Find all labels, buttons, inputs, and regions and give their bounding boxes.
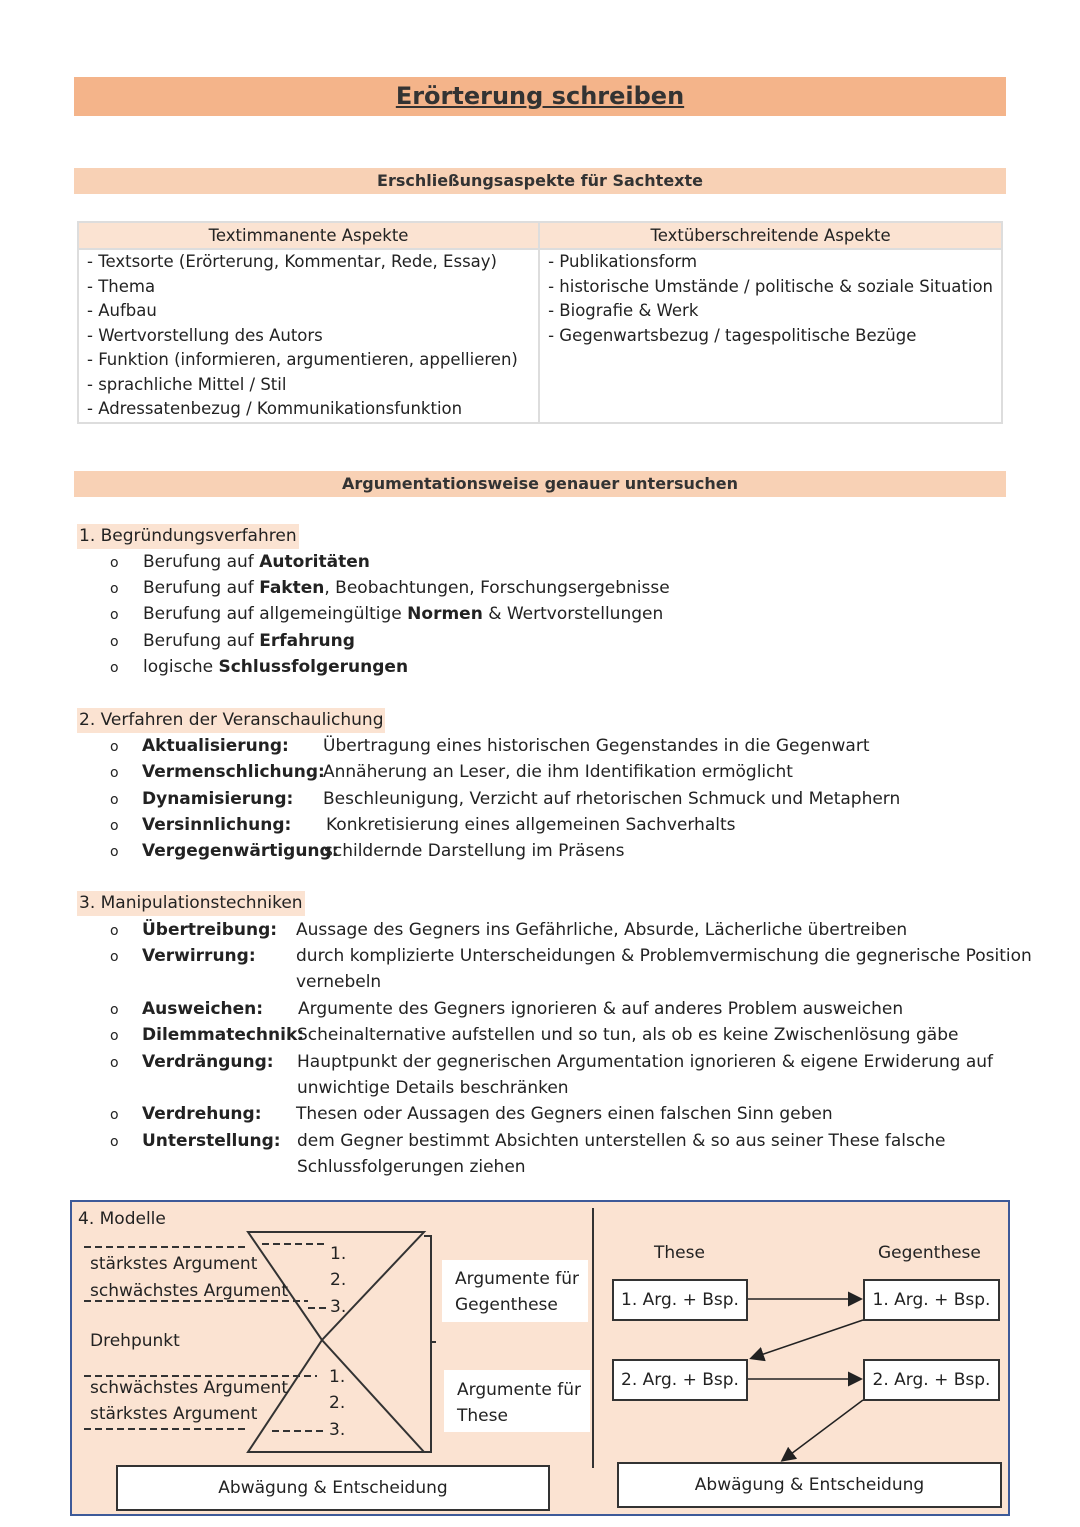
col-header-textimmanent: Textimmanente Aspekte: [78, 222, 539, 249]
list-item: [110, 1128, 143, 1155]
aspect-item: - sprachliche Mittel / Stil: [87, 374, 287, 394]
list-item: [110, 1049, 143, 1076]
page-title: Erörterung schreiben: [395, 82, 685, 110]
list-item: [110, 1101, 143, 1128]
bullet-icon: o: [110, 607, 119, 623]
subsection-title-veranschaulichung: 2. Verfahren der Veranschaulichung: [77, 708, 385, 733]
label-gegenthese: Gegenthese: [878, 1243, 981, 1263]
label-pivot: Drehpunkt: [90, 1331, 180, 1351]
list-item: [110, 733, 143, 760]
aspect-item: - Wertvorstellung des Autors: [87, 325, 323, 345]
label-strongest-top: stärkstes Argument: [90, 1254, 258, 1274]
list-item: o Berufung auf Autoritäten: [110, 549, 370, 576]
list-item: [110, 786, 143, 813]
bullet-icon: o: [110, 1134, 119, 1150]
section-heading-erschliessung: [74, 168, 1006, 194]
args-gegenthese-line1: Argumente für: [455, 1269, 579, 1289]
bullet-icon: o: [110, 1002, 119, 1018]
bullet-icon: o: [110, 739, 119, 755]
term-definition: Aussage des Gegners ins Gefährliche, Absurde, Lächerliche übertreiben: [296, 920, 908, 940]
args-these-line1: Argumente für: [457, 1380, 581, 1400]
aspect-item: - Aufbau: [87, 301, 157, 320]
bullet-icon: o: [110, 634, 119, 650]
argument-flow-arrows: [600, 1280, 1010, 1470]
bullet-icon: o: [110, 765, 119, 781]
bullet-icon: o: [110, 923, 119, 939]
bullet-icon: o: [110, 1055, 119, 1071]
term-label: Verwirrung:: [142, 946, 256, 966]
aspects-table: [77, 221, 1003, 424]
bullet-icon: o: [110, 818, 119, 834]
term-definition: durch komplizierte Unterscheidungen & Problemvermischung die gegnerische Position: [296, 946, 1032, 966]
list-item: [110, 812, 143, 839]
right-aspects-cell: [539, 249, 1002, 423]
number-label: 1.: [329, 1367, 346, 1387]
left-aspects-cell: [78, 249, 539, 423]
bullet-icon: o: [110, 581, 119, 597]
decision-box-left: Abwägung & Entscheidung: [116, 1465, 550, 1511]
aspect-item: - Funktion (informieren, argumentieren, appellieren): [87, 350, 518, 369]
bullet-icon: o: [110, 1107, 119, 1123]
term-label: Ausweichen:: [142, 999, 264, 1019]
term-definition: Annäherung an Leser, die ihm Identifikation ermöglicht: [323, 762, 793, 782]
term-definition: schildernde Darstellung im Präsens: [324, 841, 625, 861]
section-heading-text: Argumentationsweise genauer untersuchen: [342, 474, 738, 493]
number-label: 1.: [330, 1244, 347, 1264]
term-label: Unterstellung:: [142, 1131, 281, 1151]
args-these-line2: These: [457, 1406, 508, 1426]
args-gegenthese-line2: Gegenthese: [455, 1295, 558, 1315]
models-title: 4. Modelle: [78, 1209, 166, 1229]
label-box-gegenthese: [442, 1260, 588, 1322]
aspect-item: - Biografie & Werk: [548, 301, 699, 320]
term-definition: Scheinalternative aufstellen und so tun, als ob es keine Zwischenlösung gäbe: [297, 1025, 959, 1045]
list-item: o logische Schlussfolgerungen: [110, 654, 408, 681]
arg-box-gegenthese-2: 2. Arg. + Bsp.: [863, 1359, 1000, 1401]
arg-box-these-2: 2. Arg. + Bsp.: [612, 1359, 748, 1401]
term-definition-continued: vernebeln: [296, 972, 382, 992]
label-weakest-top: schwächstes Argument: [90, 1281, 289, 1301]
number-label: 2.: [329, 1393, 346, 1413]
list-item: o Berufung auf Fakten, Beobachtungen, Forschungsergebnisse: [110, 575, 670, 602]
aspect-item: - Thema: [87, 276, 156, 296]
aspect-item: - Publikationsform: [548, 252, 698, 271]
aspect-item: - Textsorte (Erörterung, Kommentar, Rede, Essay): [87, 252, 497, 271]
list-item: [110, 838, 143, 865]
term-label: Verdrehung:: [142, 1104, 262, 1124]
term-definition: Konkretisierung eines allgemeinen Sachverhalts: [326, 815, 736, 835]
section-heading-text: Erschließungsaspekte für Sachtexte: [377, 171, 703, 190]
label-weakest-bottom: schwächstes Argument: [90, 1378, 289, 1398]
col-header-textueberschreitend: Textüberschreitende Aspekte: [539, 222, 1002, 249]
bullet-icon: o: [110, 792, 119, 808]
term-definition: Hauptpunkt der gegnerischen Argumentation ignorieren & eigene Erwiderung auf: [297, 1052, 994, 1072]
bullet-icon: o: [110, 949, 119, 965]
list-item: o Berufung auf Erfahrung: [110, 628, 355, 655]
models-divider: [592, 1208, 594, 1468]
list-item: [110, 1022, 143, 1049]
bullet-icon: o: [110, 844, 119, 860]
arg-box-gegenthese-1: 1. Arg. + Bsp.: [863, 1279, 1000, 1321]
term-definition-continued: Schlussfolgerungen ziehen: [297, 1157, 526, 1177]
term-definition: Beschleunigung, Verzicht auf rhetorischen Schmuck und Metaphern: [323, 789, 901, 809]
aspect-item: - Gegenwartsbezug / tagespolitische Bezüge: [548, 325, 917, 345]
list-item: [110, 917, 143, 944]
bullet-icon: o: [110, 1028, 119, 1044]
term-definition: Thesen oder Aussagen des Gegners einen falschen Sinn geben: [296, 1104, 833, 1124]
list-item: [110, 943, 143, 970]
label-these: These: [654, 1243, 705, 1263]
bullet-icon: o: [110, 660, 119, 676]
term-label: Vermenschlichung:: [142, 762, 325, 782]
term-definition: Argumente des Gegners ignorieren & auf anderes Problem ausweichen: [298, 999, 904, 1019]
term-label: Übertreibung:: [142, 920, 278, 940]
term-label: Verdrängung:: [142, 1052, 274, 1072]
section-heading-argumentation: [74, 471, 1006, 497]
term-label: Dynamisierung:: [142, 789, 294, 809]
term-label: Vergegenwärtigung:: [142, 841, 339, 861]
number-label: 3.: [329, 1420, 346, 1440]
arg-box-these-1: 1. Arg. + Bsp.: [612, 1279, 748, 1321]
decision-box-right: Abwägung & Entscheidung: [617, 1462, 1002, 1508]
number-label: 3.: [330, 1297, 347, 1317]
aspect-item: - historische Umstände / politische & soziale Situation: [548, 276, 993, 296]
term-label: Dilemmatechnik:: [142, 1025, 305, 1045]
term-definition-continued: unwichtige Details beschränken: [297, 1078, 569, 1098]
title-bar: [74, 77, 1006, 116]
aspect-item: - Adressatenbezug / Kommunikationsfunktion: [87, 399, 463, 418]
subsection-title-begruendung: 1. Begründungsverfahren: [77, 524, 299, 549]
list-item: [110, 996, 143, 1023]
term-definition: dem Gegner bestimmt Absichten unterstellen & so aus seiner These falsche: [297, 1131, 946, 1151]
subsection-title-manipulation: 3. Manipulationstechniken: [77, 891, 305, 916]
bullet-icon: o: [110, 555, 119, 571]
number-label: 2.: [330, 1270, 347, 1290]
list-item: [110, 759, 143, 786]
term-label: Versinnlichung:: [142, 815, 292, 835]
term-definition: Übertragung eines historischen Gegenstandes in die Gegenwart: [323, 736, 870, 756]
label-box-these: [444, 1370, 590, 1432]
list-item: o Berufung auf allgemeingültige Normen & Wertvorstellungen: [110, 601, 663, 628]
term-label: Aktualisierung:: [142, 736, 289, 756]
label-strongest-bottom: stärkstes Argument: [90, 1404, 258, 1424]
